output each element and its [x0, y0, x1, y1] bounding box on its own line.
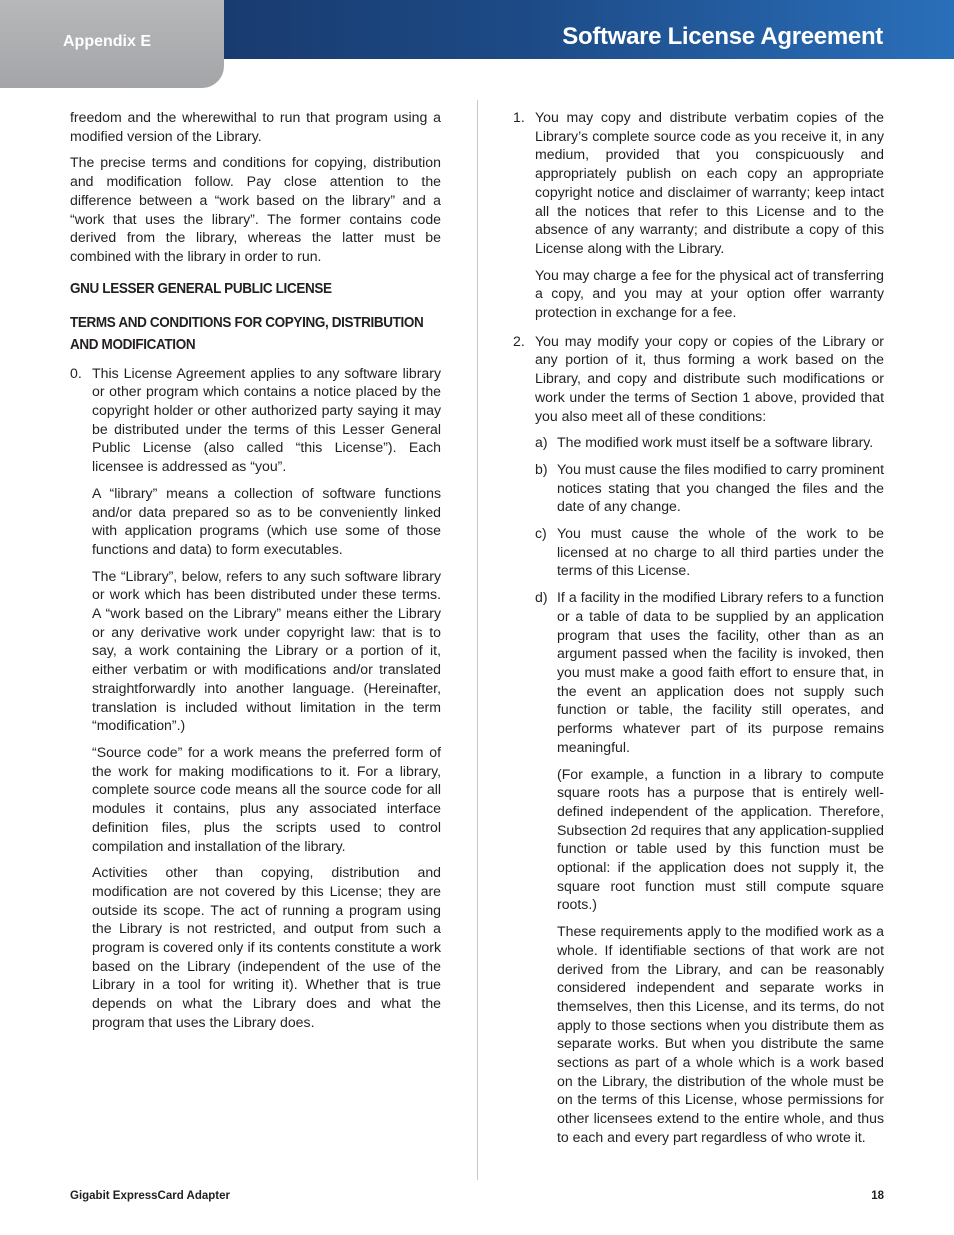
list-item-1 — [513, 108, 884, 322]
sub-item-letter: a) — [535, 434, 548, 451]
item-number: 2. — [513, 332, 525, 349]
list-item-0 — [70, 364, 441, 1032]
paragraph: If a facility in the modified Library refers to a function or a table of data to be supplied by an application program that uses the facility, other than as an argument passed when the facility is invoked, then you must make a good faith effort to ensure that, in the event an application does not supply such function or table, the facility still operates, and performs whatever part of its purpose remains meaningful. — [557, 589, 884, 755]
sub-item-c — [535, 524, 884, 580]
item-number: 0. — [70, 364, 82, 381]
right-column — [513, 108, 884, 1155]
paragraph: You must cause the whole of the work to be licensed at no charge to all third parties under the terms of this License. — [557, 525, 884, 579]
sub-item-a — [535, 433, 884, 452]
paragraph: These requirements apply to the modified work as a whole. If identifiable sections of that work are not derived from the Library, and can be reasonably considered independent and separate works in themselves, then this License, and its terms, do not apply to those sections when you distribute them as separate works. But when you distribute the same sections as part of a whole which is a work based on the Library, the distribution of the whole must be on the terms of this License, whose permissions for other licensees extend to the entire whole, and thus to each and every part regardless of who wrote it. — [557, 923, 884, 1145]
sub-item-letter: b) — [535, 460, 548, 477]
paragraph: You may modify your copy or copies of the Library or any portion of it, thus forming a work based on the Library, and copy and distribute such modifications or work under the terms of Section 1 above, provided that you also meet all of these conditions: — [535, 332, 884, 424]
item-number: 1. — [513, 109, 525, 125]
page-title: Software License Agreement — [562, 23, 883, 50]
sub-item-d — [535, 588, 884, 1146]
footer-page-number: 18 — [871, 1190, 884, 1202]
paragraph: You must cause the files modified to carry prominent notices stating that you changed the files and the date of any change. — [557, 460, 884, 515]
page-header — [0, 0, 954, 88]
paragraph: The precise terms and conditions for copying, distribution and modification follow. Pay close attention to the difference between a “work based on the library” and a “work that uses the library”. The former contains code derived from the library, whereas the latter must be combined with the library in order to run. — [70, 154, 441, 264]
paragraph: You may copy and distribute verbatim copies of the Library’s complete source code as you receive it, in any medium, provided that you conspicuously and appropriately publish on each copy an appropriate copyright notice and disclaimer of warranty; keep intact all the notices that refer to this License and to the absence of any warranty; and distribute a copy of this License along with the Library. — [535, 109, 884, 256]
list-item-2 — [513, 332, 884, 1147]
paragraph: This License Agreement applies to any software library or other program which contains a notice placed by the copyright holder or other authorized party saying it may be distributed under the terms of this Lesser General Public License (also called “this License”). Each licensee is addressed as “you”. — [92, 364, 441, 475]
paragraph: “Source code” for a work means the preferred form of the work for making modifications to it. For a library, complete source code means all the source code for all modules it contains, plus any associated interface definition files, plus the scripts used to control compilation and installation of the library. — [92, 743, 441, 854]
appendix-label: Appendix E — [63, 33, 152, 50]
left-column — [70, 108, 441, 1040]
paragraph: (For example, a function in a library to compute square roots has a purpose that is entirely well-defined independent of the application. Therefore, Subsection 2d requires that any application-supplied function or table used by this function must be optional: if the application does not supply it, the square root function must still compute square roots.) — [557, 765, 884, 913]
column-divider — [477, 100, 478, 1180]
section-heading: TERMS AND CONDITIONS FOR COPYING, DISTRIBUTION AND MODIFICATION — [70, 313, 424, 353]
paragraph: Activities other than copying, distribution and modification are not covered by this License; they are outside its scope. The act of running a program using the Library is not restricted, and output from such a program is covered only if its contents constitute a work based on the Library (independent of the use of the Library in a tool for writing it). Whether that is true depends on what the Library does and what the program that uses the Library does. — [92, 864, 441, 1030]
sub-item-letter: d) — [535, 589, 548, 606]
paragraph: You may charge a fee for the physical act of transferring a copy, and you may at your option offer warranty protection in exchange for a fee. — [535, 266, 884, 321]
paragraph: A “library” means a collection of software functions and/or data prepared so as to be conveniently linked with application programs (which use some of those functions and data) to form executables. — [92, 484, 441, 557]
section-heading: GNU LESSER GENERAL PUBLIC LICENSE — [70, 279, 332, 297]
paragraph: The “Library”, below, refers to any such software library or work which has been distributed under these terms. A “work based on the Library” means either the Library or any derivative work under copyright law: that is to say, a work containing the Library or a portion of it, either verbatim or with modifications and/or translated straightforwardly into another language. (Hereinafter, translation is included without limitation in the term “modification”.) — [92, 567, 441, 734]
footer-product: Gigabit ExpressCard Adapter — [70, 1190, 230, 1202]
paragraph: The modified work must itself be a software library. — [557, 434, 874, 451]
sub-item-b — [535, 460, 884, 516]
sub-item-letter: c) — [535, 525, 547, 542]
paragraph: freedom and the wherewithal to run that program using a modified version of the Library. — [70, 109, 441, 144]
